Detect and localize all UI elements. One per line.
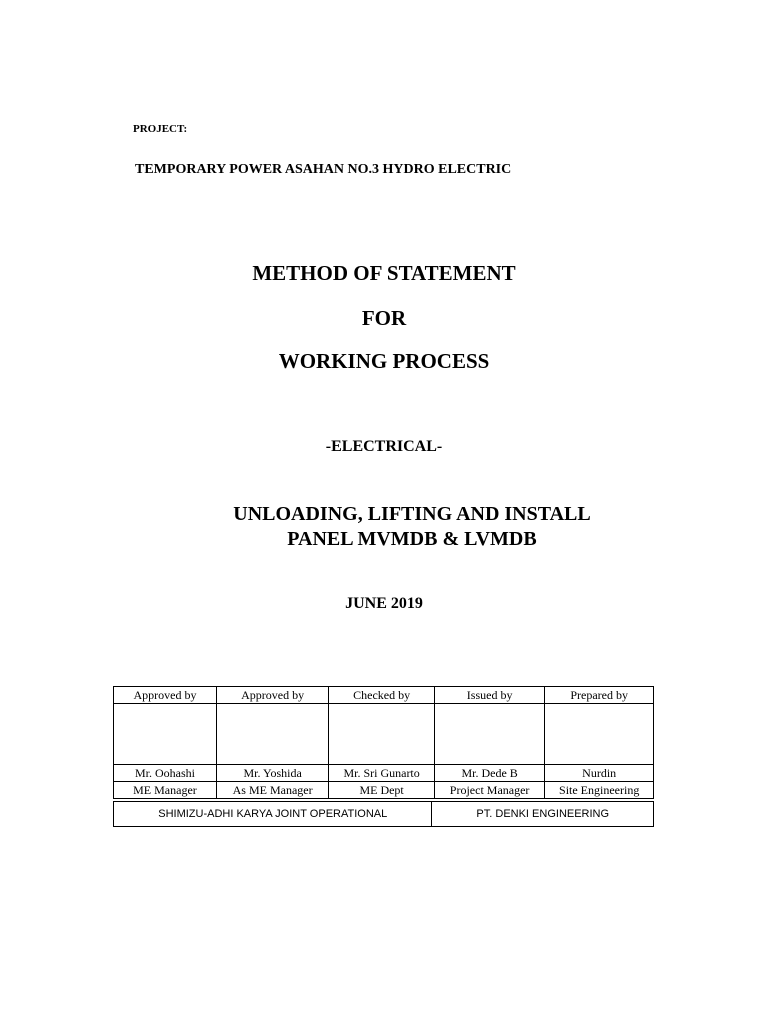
signatory-name: Nurdin xyxy=(545,765,654,782)
signatory-position-row xyxy=(114,782,654,799)
company-table xyxy=(113,801,654,827)
signature-box xyxy=(216,704,328,765)
signature-space-row xyxy=(114,704,654,765)
signature-box xyxy=(329,704,435,765)
signatory-position: ME Dept xyxy=(329,782,435,799)
discipline-label: -ELECTRICAL- xyxy=(325,438,443,455)
signatory-position: ME Manager xyxy=(114,782,217,799)
signature-header-row xyxy=(114,687,654,704)
signatory-name: Mr. Yoshida xyxy=(216,765,328,782)
company-row xyxy=(114,802,654,827)
company-left: SHIMIZU-ADHI KARYA JOINT OPERATIONAL xyxy=(114,802,432,827)
signature-table xyxy=(113,686,654,799)
signature-box xyxy=(114,704,217,765)
signature-header-cell: Approved by xyxy=(216,687,328,704)
signatory-position: As ME Manager xyxy=(216,782,328,799)
signature-header-cell: Prepared by xyxy=(545,687,654,704)
project-name: TEMPORARY POWER ASAHAN NO.3 HYDRO ELECTRIC xyxy=(135,162,512,177)
signatory-name: Mr. Dede B xyxy=(434,765,544,782)
signature-box xyxy=(434,704,544,765)
project-label: PROJECT: xyxy=(133,123,188,135)
signatory-name-row xyxy=(114,765,654,782)
signatory-position: Site Engineering xyxy=(545,782,654,799)
signature-header-cell: Issued by xyxy=(434,687,544,704)
signature-header-cell: Checked by xyxy=(329,687,435,704)
document-title-line-3: WORKING PROCESS xyxy=(278,349,490,373)
document-title-line-2: FOR xyxy=(361,306,407,330)
document-date: JUNE 2019 xyxy=(345,595,423,612)
signatory-name: Mr. Sri Gunarto xyxy=(329,765,435,782)
signatory-position: Project Manager xyxy=(434,782,544,799)
company-right: PT. DENKI ENGINEERING xyxy=(432,802,654,827)
signature-header-cell: Approved by xyxy=(114,687,217,704)
signatory-name: Mr. Oohashi xyxy=(114,765,217,782)
subject-line-2: PANEL MVMDB & LVMDB xyxy=(287,528,537,550)
document-title-line-1: METHOD OF STATEMENT xyxy=(252,261,516,285)
subject-line-1: UNLOADING, LIFTING AND INSTALL xyxy=(233,503,591,525)
signature-box xyxy=(545,704,654,765)
